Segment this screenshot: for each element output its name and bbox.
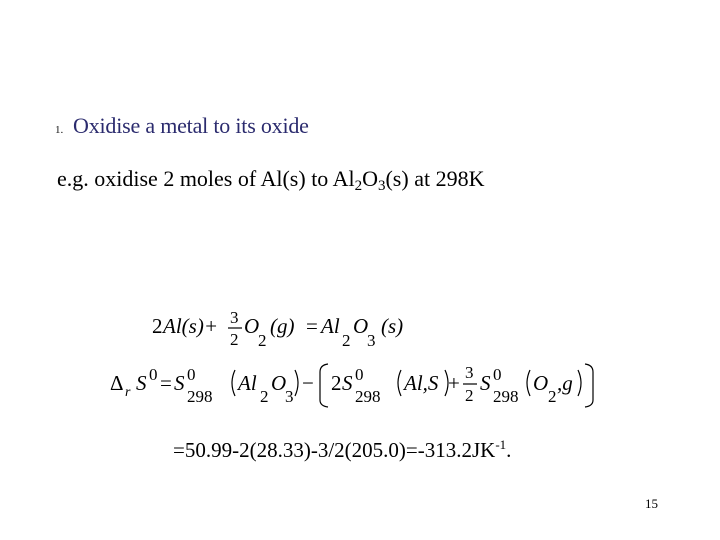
eq2-term3-o: O (533, 371, 549, 395)
eq2-term3-temperature: 298 (493, 387, 519, 406)
eq2-term3-s: S (480, 371, 491, 395)
result-period: . (506, 438, 512, 462)
eq2-term2-s: S (342, 371, 353, 395)
result-text: =50.99-2(28.33)-3/2(205.0)=-313.2JK (173, 438, 496, 462)
eq2-fraction-denominator: 2 (465, 386, 474, 405)
eq1-fraction-numerator: 3 (230, 308, 239, 327)
eq2-term3-open-paren (527, 370, 530, 396)
eq1-product-state: (s) (381, 314, 404, 338)
eq2-s: S (136, 371, 147, 395)
eq2-coefficient: 2 (331, 371, 342, 395)
eq2-term3-superscript: 0 (493, 365, 502, 384)
eq2-delta: Δ (110, 371, 124, 395)
result-unit-exponent: -1 (495, 437, 507, 452)
eq2-term1-superscript: 0 (187, 365, 196, 384)
eq2-s-superscript: 0 (149, 365, 158, 384)
eq1-product: Al (321, 314, 340, 338)
example-sub-3: 3 (377, 178, 386, 194)
eq2-minus: − (302, 371, 314, 395)
eq2-fraction-numerator: 3 (465, 363, 474, 382)
eq2-term1-s: S (174, 371, 185, 395)
eq2-term1-sub-2: 2 (260, 387, 269, 406)
eq1-product-sub-3: 3 (367, 331, 376, 350)
example-o: O (362, 166, 378, 191)
eq1-al-species: Al(s)+ (163, 314, 218, 338)
entropy-equation (110, 363, 593, 407)
list-marker: 1. (55, 124, 64, 136)
eq2-open-brace (320, 364, 328, 407)
eq2-plus: + (448, 371, 460, 395)
eq2-term1-species: Al (238, 371, 257, 395)
eq2-term1-open-paren (232, 370, 235, 396)
eq1-o2-state: (g) (270, 314, 295, 338)
eq2-term1-o: O (271, 371, 287, 395)
eq2-term2-superscript: 0 (355, 365, 364, 384)
eq1-product-sub-2: 2 (342, 331, 351, 350)
eq1-o2-subscript: 2 (258, 331, 267, 350)
bullet-text: Oxidise a metal to its oxide (73, 113, 309, 138)
eq1-coefficient: 2 (152, 314, 163, 338)
eq2-term1-close-paren (295, 370, 298, 396)
eq2-term3-subscript: 2 (548, 387, 557, 406)
eq2-term2-temperature: 298 (355, 387, 381, 406)
eq2-term3-state: ,g (557, 371, 573, 395)
result-line (173, 438, 511, 463)
eq2-term2-species: Al,S (404, 371, 439, 395)
equations (100, 298, 620, 418)
example-suffix: (s) at 298K (385, 166, 485, 191)
reaction-equation (152, 308, 403, 350)
example-prefix: e.g. oxidise 2 moles of Al(s) to Al (57, 166, 355, 191)
example-line (57, 166, 484, 192)
example-sub-2: 2 (354, 178, 363, 194)
eq2-term1-temperature: 298 (187, 387, 213, 406)
eq2-term2-open-paren (398, 370, 401, 396)
eq1-product-o: O (353, 314, 369, 338)
eq1-equals: = (306, 314, 318, 338)
page-number: 15 (645, 496, 658, 511)
eq2-equals: = (160, 371, 172, 395)
eq2-delta-subscript: r (125, 385, 131, 400)
eq1-fraction-denominator: 2 (230, 330, 239, 349)
eq2-term3-close-paren (578, 370, 581, 396)
eq2-term1-sub-3: 3 (285, 387, 294, 406)
eq1-o2: O (244, 314, 260, 338)
eq2-close-brace (585, 364, 593, 407)
